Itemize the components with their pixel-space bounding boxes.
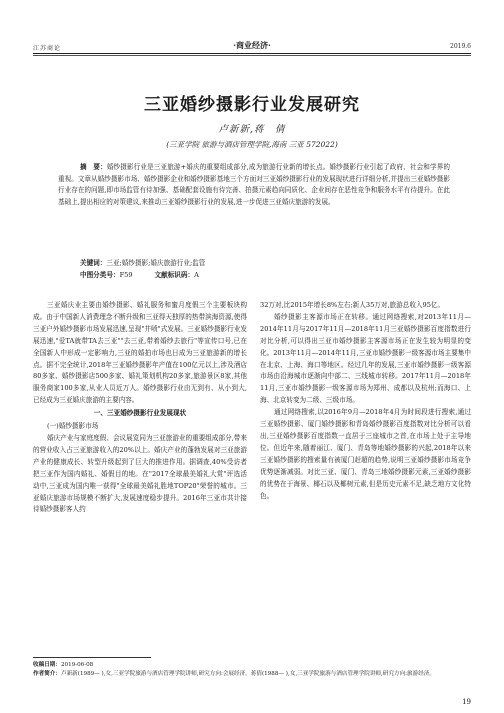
- footnote: [33, 661, 471, 680]
- body-column-right: [260, 300, 471, 502]
- keywords-block: [80, 257, 460, 281]
- keywords-text: 三亚;婚纱摄影;婚庆旅游行业;监管: [106, 259, 206, 267]
- doc-code-label: 文献标识码：: [154, 271, 195, 279]
- section-heading-1: 一、三亚婚纱摄影行业发展现状: [93, 409, 187, 418]
- received-label: 收稿日期：: [33, 662, 61, 668]
- journal-name: 江苏商论: [33, 45, 62, 52]
- body-paragraph: 通过网络搜索,以2016年9月—2018年4月为时间段进行搜索,通过三亚婚纱摄影、厦门婚纱摄影和青岛婚纱摄影百度指数对比分析可以看出,三亚婚纱摄影百度指数一直居于三座城市之首,在市场上处于主导地位。但近年来,随着丽江、厦门、青岛等地婚纱摄影的兴起,2018年以来三亚婚纱摄影的搜索量有被厦门赶超的趋势,说明三亚婚纱摄影市场竞争优势逐渐减弱。对比三亚、厦门、青岛三地婚纱摄影元素,三亚婚纱摄影的优势在于海景、椰石以及椰树元素,但是历史元素不足,缺乏地方文化特色。: [260, 408, 471, 500]
- body-column-left: [33, 300, 247, 516]
- page-number: 19: [462, 698, 471, 706]
- classification-line: [80, 269, 460, 281]
- header-rule: [33, 53, 471, 54]
- doc-code-value: A: [194, 271, 199, 279]
- body-paragraph: 三亚婚庆业主要由婚纱摄影、婚礼服务和蜜月度假三个主要板块构成。由于中国新人消费理念不断升级和三亚得天独厚的热带滨海资源,使得三亚户外婚纱摄影市场发展迅速,呈现"井喷"式发展。三亚婚纱摄影行业发展迅速,"爱TA就带TA去三亚""去三亚,带着婚纱去旅行"等宣传口号,已在全国新人中形成一定影响力,三亚的婚拍市场也日成为三亚旅游新的增长点。据不完全统计,2018年三亚婚纱摄影年产值在100亿元以上,涉及酒店80多家、婚纱摄影店500多家、婚礼策划机构20多家,旅游景区8家,其他服务商家100多家,从业人员近万人。婚纱摄影行业由无到有、从小到大,已经成为三亚婚庆旅游的主要内容。: [33, 301, 247, 405]
- author-bio: 卢新新(1989— ),女,三亚学院旅游与酒店管理学院讲师,研究方向:会展经济。蒋倩(1988— ),女,三亚学院旅游与酒店管理学院讲师,研究方向:旅游经济。: [60, 671, 436, 678]
- received-date-line: [33, 661, 471, 670]
- issue-date: 2019.6: [450, 43, 471, 50]
- subsection-heading: (一)婚纱摄影市场: [47, 422, 99, 431]
- section-heading: ·商业经济·: [233, 40, 271, 50]
- article-authors: 卢新新,蒋 倩: [218, 124, 286, 135]
- article-title: 三亚婚纱摄影行业发展研究: [144, 95, 360, 115]
- header-rule-thin: [33, 55, 471, 56]
- footnote-rule: [33, 657, 151, 658]
- body-paragraph: 32万对,比2015年增长8%左右;新人35万对,旅游总收入95亿。: [260, 301, 445, 309]
- author-affiliation: (三亚学院 旅游与酒店管理学院,海南 三亚 572022): [166, 140, 338, 149]
- clc-value: F59: [119, 271, 133, 279]
- author-bio-line: [33, 670, 471, 679]
- received-date: 2019-06-08: [60, 662, 94, 668]
- abstract: [58, 162, 450, 208]
- keywords-label: 关键词：: [80, 259, 107, 267]
- bio-label: 作者简介：: [33, 671, 61, 678]
- body-paragraph: 婚庆产业与家庭度假、会议展览同为三亚旅游业的重要组成部分,带来的营业收入占三亚旅游收入的20%以上。婚庆产业的蓬勃发展对三亚旅游产业的健康成长、转型升级起到了巨大的推进作用。据调查,40%受访者把三亚作为国内婚礼、婚假目的地。在"2017全球最美婚礼大赏"评选活动中,三亚成为国内唯一获得"全球最美婚礼胜地TOP20"荣誉的城市。三亚婚庆旅游市场规模不断扩大,发展速度稳步提升。2016年三亚市共计接待婚纱摄影客人约: [33, 433, 247, 514]
- keywords-line: [80, 257, 460, 269]
- abstract-label: 摘 要：: [80, 163, 107, 171]
- clc-label: 中图分类号：: [80, 271, 120, 279]
- body-paragraph: 婚纱摄影主客源市场正在转移。通过网络搜索,对2013年11月—2014年11月与2017年11月—2018年11月三亚婚纱摄影百度指数进行对比分析,可以得出三亚市婚纱摄影主客源市场正在发生较为明显的变化。2013年11月—2014年11月,三亚市婚纱摄影一级客源市场主要集中在北京、上海、海口等地区。经过几年的发展,三亚市婚纱摄影一级客源市场由沿海城市逐渐向中部二、三线城市转移。2017年11月—2018年11月,三亚市婚纱摄影一级客源市场为郑州、成都以及杭州;而海口、上海、北京转变为二级、三级市场。: [260, 312, 471, 405]
- abstract-text: 婚纱摄影行业是三亚旅游+婚庆的重要组成部分,成为旅游行业新的增长点。婚纱摄影行业引起了政府、社会和学界的重视。文章从婚纱摄影市场、婚纱摄影企业和婚纱摄影基地三个方面对三亚婚纱摄影行业的发展现状进行详细分析,并提出三亚婚纱摄影行业存在的问题,即市场监管有待加强、基础配套设施有待完善、拍摄元素趋向同质化、企业间存在恶性竞争和服务水平有待提升。在此基础上,提出相应的对策建议,来推动三亚婚纱摄影行业的发展,进一步促进三亚婚庆旅游的发展。: [58, 163, 451, 206]
